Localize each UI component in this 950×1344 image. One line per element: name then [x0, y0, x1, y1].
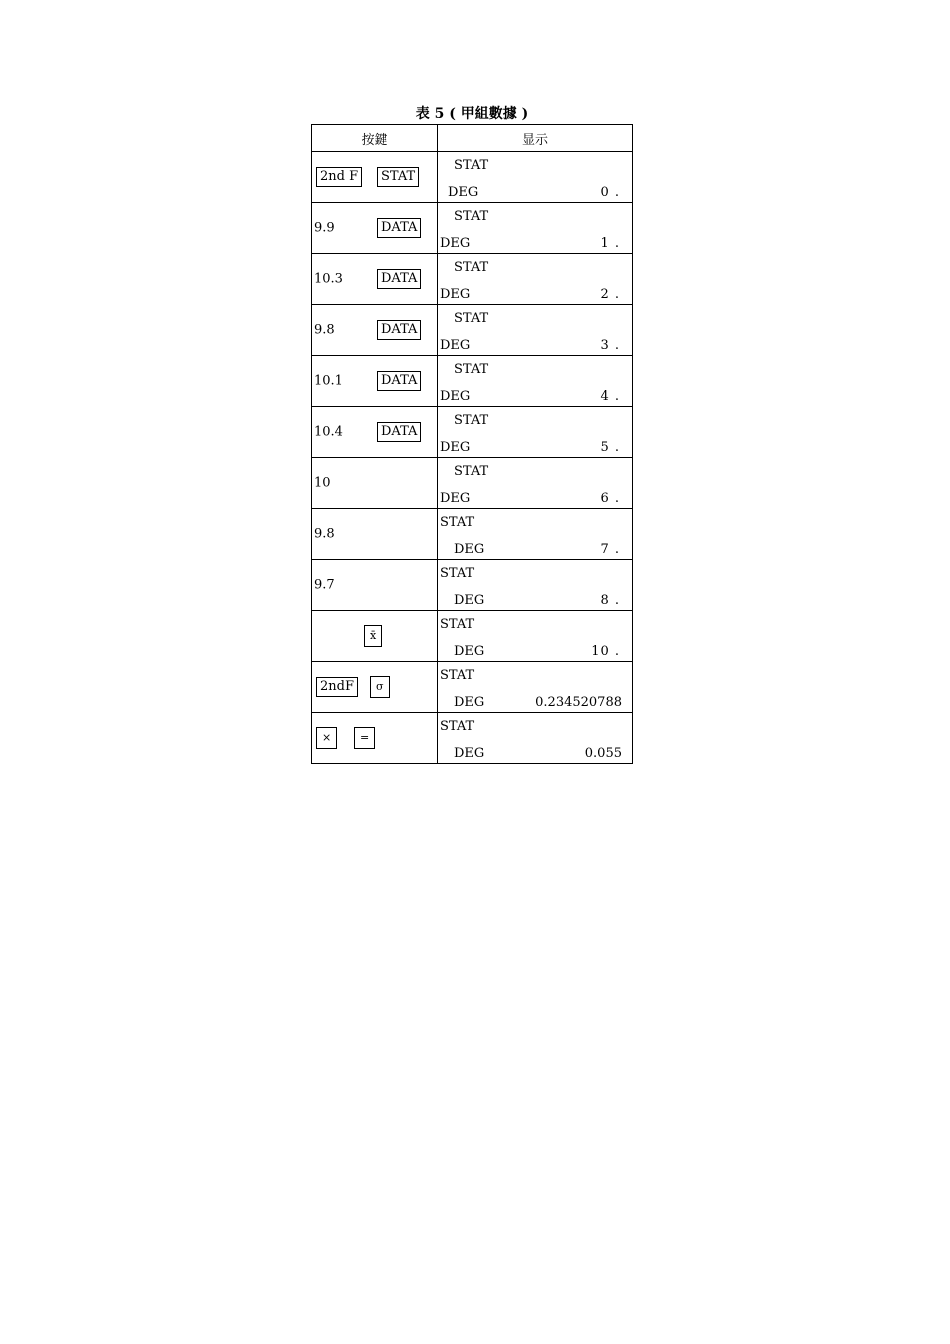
table-row — [312, 662, 633, 713]
display-value: 0 . — [600, 185, 620, 200]
key-equals: = — [354, 727, 375, 749]
key-data: DATA — [377, 320, 421, 340]
table-row — [312, 305, 633, 356]
input-number: 10 — [314, 475, 331, 491]
keystroke-table — [311, 124, 633, 764]
display-value: 6 . — [600, 491, 620, 506]
display-value: 4 . — [600, 389, 620, 404]
input-number: 9.9 — [314, 220, 335, 236]
display-cell — [438, 560, 633, 611]
display-cell — [438, 611, 633, 662]
display-stat: STAT — [454, 158, 489, 173]
keys-cell — [312, 203, 438, 254]
display-stat: STAT — [454, 311, 489, 326]
table-row — [312, 203, 633, 254]
key-sigma: σ — [370, 676, 390, 698]
display-cell — [438, 713, 633, 764]
input-number: 10.1 — [314, 373, 343, 389]
key-data: DATA — [377, 218, 421, 238]
display-value: 7 . — [600, 542, 620, 557]
display-cell — [438, 509, 633, 560]
keys-cell — [312, 560, 438, 611]
keys-cell — [312, 152, 438, 203]
display-value: 5 . — [600, 440, 620, 455]
display-cell — [438, 458, 633, 509]
display-value: 2 . — [600, 287, 620, 302]
keys-cell — [312, 509, 438, 560]
display-stat: STAT — [440, 668, 475, 683]
display-stat: STAT — [454, 362, 489, 377]
key-data: DATA — [377, 422, 421, 442]
input-number: 9.8 — [314, 322, 335, 338]
table-row — [312, 713, 633, 764]
header-keys: 按鍵 — [312, 125, 438, 152]
key-stat: STAT — [377, 167, 419, 187]
key-mean: x̄ — [364, 625, 382, 647]
input-number: 10.3 — [314, 271, 343, 287]
display-value: 10 . — [591, 644, 620, 659]
display-deg: DEG — [454, 746, 485, 761]
display-deg: DEG — [440, 440, 471, 455]
display-deg: DEG — [440, 287, 471, 302]
keys-cell — [312, 356, 438, 407]
display-cell — [438, 662, 633, 713]
table-row — [312, 458, 633, 509]
display-deg: DEG — [440, 236, 471, 251]
keys-cell — [312, 662, 438, 713]
header-row — [312, 125, 633, 152]
display-deg: DEG — [454, 542, 485, 557]
display-value: 8 . — [600, 593, 620, 608]
keys-cell — [312, 458, 438, 509]
keys-cell — [312, 713, 438, 764]
key-data: DATA — [377, 269, 421, 289]
table-row — [312, 254, 633, 305]
display-deg: DEG — [440, 491, 471, 506]
display-deg: DEG — [440, 389, 471, 404]
display-cell — [438, 305, 633, 356]
display-cell — [438, 356, 633, 407]
display-stat: STAT — [454, 260, 489, 275]
keys-cell — [312, 407, 438, 458]
keys-cell — [312, 611, 438, 662]
display-stat: STAT — [454, 209, 489, 224]
display-deg: DEG — [454, 593, 485, 608]
display-cell — [438, 254, 633, 305]
display-deg: DEG — [454, 695, 485, 710]
table-row — [312, 152, 633, 203]
display-stat: STAT — [440, 515, 475, 530]
display-value: 1 . — [600, 236, 620, 251]
display-value: 0.234520788 — [535, 695, 622, 710]
table-row — [312, 611, 633, 662]
display-stat: STAT — [440, 617, 475, 632]
display-stat: STAT — [440, 719, 475, 734]
display-stat: STAT — [454, 464, 489, 479]
display-cell — [438, 152, 633, 203]
header-display: 显示 — [438, 125, 633, 152]
key-multiply: × — [316, 727, 337, 749]
key-data: DATA — [377, 371, 421, 391]
key-2ndf: 2nd F — [316, 167, 362, 187]
keys-cell — [312, 305, 438, 356]
display-deg: DEG — [448, 185, 479, 200]
display-deg: DEG — [454, 644, 485, 659]
key-2ndf: 2ndF — [316, 677, 358, 697]
table-caption: 表 5 ( 甲組數據 ) — [415, 106, 529, 122]
keys-cell — [312, 254, 438, 305]
table-row — [312, 509, 633, 560]
display-cell — [438, 203, 633, 254]
display-deg: DEG — [440, 338, 471, 353]
display-value: 0.055 — [584, 746, 622, 761]
table-row — [312, 560, 633, 611]
table-row — [312, 407, 633, 458]
input-number: 10.4 — [314, 424, 343, 440]
display-cell — [438, 407, 633, 458]
display-value: 3 . — [600, 338, 620, 353]
display-stat: STAT — [454, 413, 489, 428]
display-stat: STAT — [440, 566, 475, 581]
table-row — [312, 356, 633, 407]
input-number: 9.8 — [314, 526, 335, 542]
input-number: 9.7 — [314, 577, 335, 593]
